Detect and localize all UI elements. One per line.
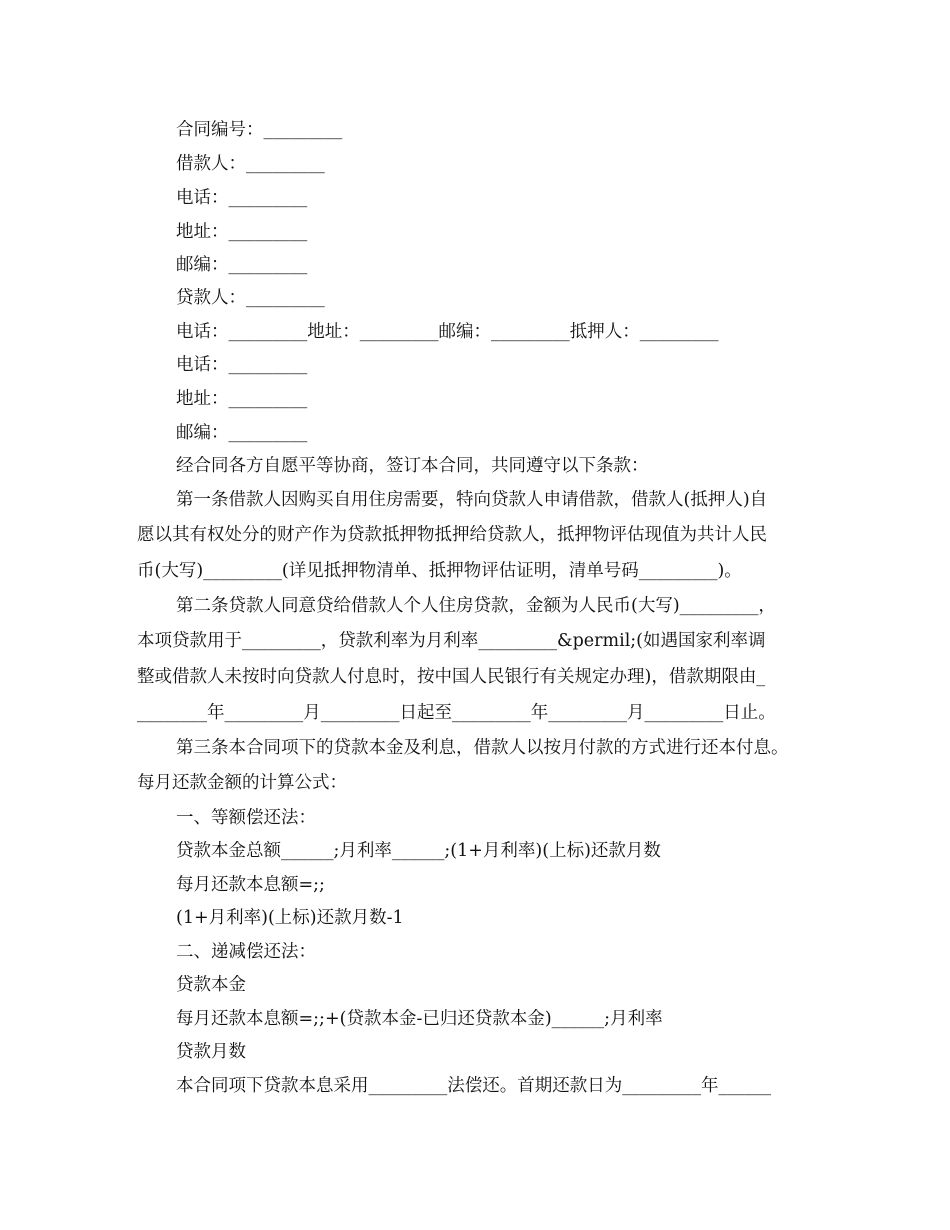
borrower-line: 借款人：_________	[176, 154, 325, 174]
article-one-line-3: 币(大写)_________(详见抵押物清单、抵押物评估证明，清单号码_________)。	[137, 561, 742, 581]
borrower-phone-line: 电话：_________	[176, 188, 308, 208]
equal-formula-line-1: 贷款本金总额______;月利率______;(1+月利率)(上标)还款月数	[176, 841, 661, 861]
article-one-line-1: 第一条借款人因购买自用住房需要，特向贷款人申请借款，借款人(抵押人)自	[176, 490, 768, 510]
lender-contact-line: 电话：_________地址：_________邮编：_________抵押人：_________	[176, 322, 719, 342]
borrower-address-line: 地址：_________	[176, 222, 308, 242]
decreasing-formula-line-3: 贷款月数	[176, 1042, 246, 1062]
article-two-line-4: ________年_________月_________日起至_________年_________月_________日止。	[137, 703, 776, 723]
decreasing-repayment-heading: 二、递减偿还法：	[176, 942, 316, 962]
repayment-method-line: 本合同项下贷款本息采用_________法偿还。首期还款日为_________年______	[176, 1076, 771, 1096]
article-two-line-2: 本项贷款用于_________，贷款利率为月利率_________&permil;(如遇国家利率调	[137, 631, 766, 651]
article-two-line-1: 第二条贷款人同意贷给借款人个人住房贷款，金额为人民币(大写)_________，	[176, 596, 776, 616]
agreement-intro-line: 经合同各方自愿平等协商，签订本合同，共同遵守以下条款：	[176, 456, 649, 476]
equal-formula-line-2: 每月还款本息额=;;	[176, 875, 325, 895]
equal-formula-line-3: (1+月利率)(上标)还款月数-1	[176, 908, 404, 928]
article-one-line-2: 愿以其有权处分的财产作为贷款抵押物抵押给贷款人，抵押物评估现值为共计人民	[137, 525, 767, 545]
article-two-line-3: 整或借款人未按时向贷款人付息时，按中国人民银行有关规定办理)，借款期限由_	[137, 667, 766, 687]
contract-number-line: 合同编号：_________	[176, 120, 343, 140]
mortgagor-address-line: 地址：_________	[176, 389, 308, 409]
article-three-line-1: 第三条本合同项下的贷款本金及利息，借款人以按月付款的方式进行还本付息。	[176, 738, 789, 758]
mortgagor-phone-line: 电话：_________	[176, 355, 308, 375]
decreasing-formula-line-2: 每月还款本息额=;;+(贷款本金-已归还贷款本金)______;月利率	[176, 1009, 663, 1029]
article-three-line-2: 每月还款金额的计算公式：	[137, 773, 347, 793]
decreasing-formula-line-1: 贷款本金	[176, 975, 246, 995]
mortgagor-postcode-line: 邮编：_________	[176, 423, 308, 443]
equal-repayment-heading: 一、等额偿还法：	[176, 808, 316, 828]
borrower-postcode-line: 邮编：_________	[176, 255, 308, 275]
lender-line: 贷款人：_________	[176, 288, 325, 308]
